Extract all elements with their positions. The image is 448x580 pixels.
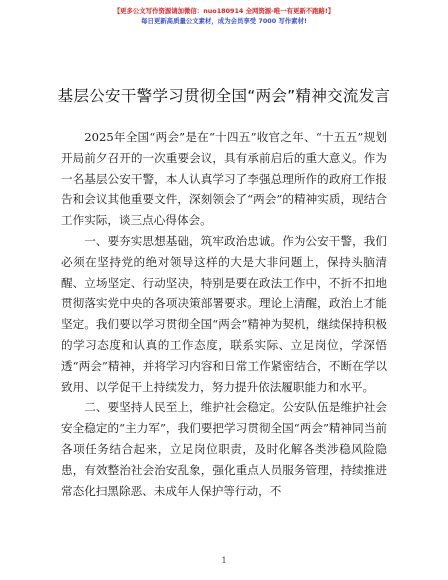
paragraph-point-1: 一、要夯实思想基础，筑牢政治忠诚。作为公安干警，我们必须在坚持党的绝对领导这样的大是大非问题上，保持头脑清醒、立场坚定、行动坚决，特别是要在政法工作中，不折不扣地贯彻落实党中央的各项决策部署要求。理论上清醒，政治上才能坚定。我们要以学习贯彻全国“两会”精神为契机，继续保持积极的学习态度和认真的工作态度，联系实际、立足岗位，学深悟透“两会”精神，并将学习内容和日常工作紧密结合，不断在学以致用、以学促干上持续发力，努力提升依法履职能力和水平。 (61, 233, 387, 394)
page-number: 1 (221, 556, 227, 565)
paragraph-intro: 2025年全国“两会”是在“十四五”收官之年、“十五五”规划开局前夕召开的一次重要会议，具有承前启后的重大意义。作为一名基层公安干警，本人认真学习了李强总理所作的政府工作报告和会议其他重要文件，深刻领会了“两会”的精神实质，现结合工作实际，谈三点心得体会。 (61, 130, 387, 228)
promo-banner-line-2: 每日更新高质量公文素材，成为会员享受 7000 写作素材! (141, 17, 307, 25)
promo-banner (0, 6, 448, 26)
document-title: 基层公安干警学习贯彻全国“两会”精神交流发言 (57, 87, 391, 105)
paragraph-point-2: 二、要坚持人民至上，维护社会稳定。公安队伍是维护社会安全稳定的“主力军”，我们要把学习贯彻全国“两会”精神同当前各项任务结合起来，立足岗位职责，及时化解各类涉稳风险隐患，有效整治社会治安乱象，强化重点人员服务管理，持续推进常态化扫黑除恶、未成年人保护等行动，不 (61, 400, 387, 498)
promo-banner-line-1: 【更多公文写作资源请加微信：nuo180914 全网资源-唯一有更新不跑路!】 (113, 7, 335, 15)
document-body (61, 127, 387, 501)
